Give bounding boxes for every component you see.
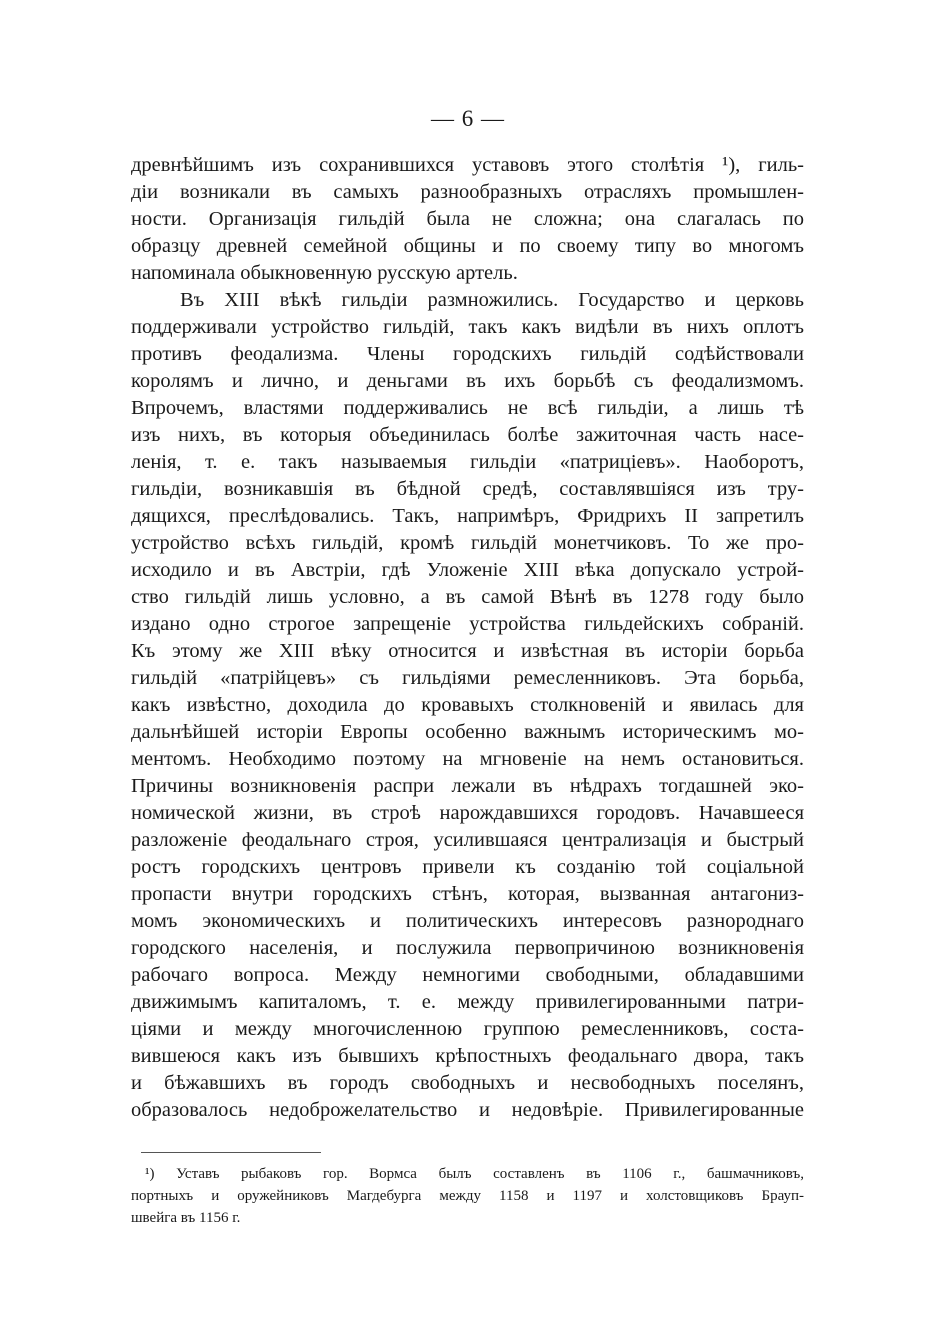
text-line: рабочаго вопроса. Между немногими свободными, обладавшими	[131, 964, 804, 986]
text-line: Въ XIII вѣкѣ гильдіи размножились. Государство и церковь	[180, 289, 804, 311]
text-line: и бѣжавшихъ въ городъ свободныхъ и несвободныхъ поселянъ,	[131, 1072, 804, 1094]
text-line: образцу древней семейной общины и по своему типу во многомъ	[131, 235, 804, 257]
text-line: Впрочемъ, властями поддерживались не всѣ гильдіи, а лишь тѣ	[131, 397, 804, 419]
text-line: момъ экономическихъ и политическихъ интересовъ разнороднаго	[131, 910, 804, 932]
text-line: ментомъ. Необходимо поэтому на мгновеніе на немъ остановиться.	[131, 748, 804, 770]
text-line: устройство всѣхъ гильдій, кромѣ гильдій монетчиковъ. То же про-	[131, 532, 804, 554]
text-line: номической жизни, въ строѣ нарождавшихся городовъ. Начавшееся	[131, 802, 804, 824]
page-number: — 6 —	[431, 106, 505, 131]
footnote-line: ¹) Уставъ рыбаковъ гор. Вормса былъ составленъ въ 1106 г., башмачниковъ,	[145, 1166, 804, 1182]
text-line: древнѣйшимъ изъ сохранившихся уставовъ этого столѣтія ¹), гиль-	[131, 154, 804, 176]
text-line: изъ нихъ, въ которыя объединилась болѣе зажиточная часть насе-	[131, 424, 804, 446]
text-line: ности. Организація гильдій была не сложна; она слагалась по	[131, 208, 804, 230]
text-line: образовалось недоброжелательство и недовѣріе. Привилегированные	[131, 1099, 804, 1121]
text-line: Причины возникновенія распри лежали въ нѣдрахъ тогдашней эко-	[131, 775, 804, 797]
text-line: ростъ городскихъ центровъ привели къ созданію той соціальной	[131, 856, 804, 878]
text-line: какъ извѣстно, доходила до кровавыхъ столкновеній и явилась для	[131, 694, 804, 716]
text-line: ціями и между многочисленною группою ремесленниковъ, соста-	[131, 1018, 804, 1040]
text-line: королямъ и лично, и деньгами въ ихъ борьбѣ съ феодализмомъ.	[131, 370, 804, 392]
text-line: гильдій «патрійцевъ» съ гильдіями ремесленниковъ. Эта борьба,	[131, 667, 804, 689]
text-line: напоминала обыкновенную русскую артель.	[131, 262, 518, 284]
text-line: разложеніе феодальнаго строя, усилившаяся централизація и быстрый	[131, 829, 804, 851]
text-line: поддерживали устройство гильдій, такъ какъ видѣли въ нихъ оплотъ	[131, 316, 804, 338]
footnote-line: портныхъ и оружейниковъ Магдебурга между 1158 и 1197 и холстовщиковъ Брауп-	[131, 1188, 804, 1204]
text-line: ство гильдій лишь условно, а въ самой Вѣнѣ въ 1278 году было	[131, 586, 804, 608]
text-line: вившеюся какъ изъ бывшихъ крѣпостныхъ феодальнаго двора, такъ	[131, 1045, 804, 1067]
text-line: городского населенія, и послужила первопричиною возникновенія	[131, 937, 804, 959]
footnote-divider	[141, 1152, 321, 1153]
text-line: движимымъ капиталомъ, т. е. между привилегированными патри-	[131, 991, 804, 1013]
text-line: дящихся, преслѣдовались. Такъ, напримѣръ, Фридрихъ II запретилъ	[131, 505, 804, 527]
main-text	[131, 152, 804, 1124]
text-line: діи возникали въ самыхъ разнообразныхъ отрасляхъ промышлен-	[131, 181, 804, 203]
text-line: гильдіи, возникавшія въ бѣдной средѣ, составлявшіяся изъ тру-	[131, 478, 804, 500]
text-line: исходило и въ Австріи, гдѣ Уложеніе XIII вѣка допускало устрой-	[131, 559, 804, 581]
text-line: дальнѣйшей исторіи Европы особенно важнымъ историческимъ мо-	[131, 721, 804, 743]
footnote	[131, 1163, 804, 1229]
text-line: Къ этому же XIII вѣку относится и извѣстная въ исторіи борьба	[131, 640, 804, 662]
footnote-line: швейга въ 1156 г.	[131, 1210, 241, 1226]
text-line: издано одно строгое запрещеніе устройства гильдейскихъ собраній.	[131, 613, 804, 635]
text-line: пропасти внутри городскихъ стѣнъ, которая, вызванная антагониз-	[131, 883, 804, 905]
text-line: ленія, т. е. такъ называемыя гильдіи «патриціевъ». Наоборотъ,	[131, 451, 804, 473]
text-line: противъ феодализма. Члены городскихъ гильдій содѣйствовали	[131, 343, 804, 365]
